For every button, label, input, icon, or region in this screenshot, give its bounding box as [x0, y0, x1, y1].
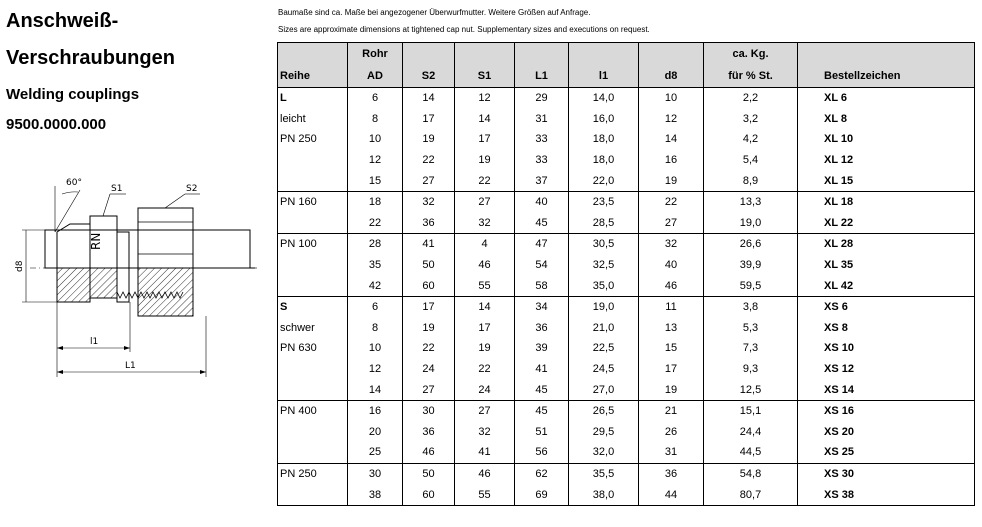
- header-l1: l1: [569, 65, 639, 88]
- cell-reihe: schwer: [278, 318, 348, 339]
- cell-L1: 33: [515, 129, 569, 150]
- cell-s1: 12: [455, 88, 515, 109]
- cell-s2: 27: [403, 170, 455, 191]
- cell-d8: 19: [639, 170, 704, 191]
- cell-l1: 23,5: [569, 191, 639, 212]
- cell-ad: 20: [348, 422, 403, 443]
- cell-ad: 35: [348, 255, 403, 276]
- cell-order-code: XS 16: [798, 400, 975, 421]
- table-header-top: [278, 43, 975, 66]
- table-header: [278, 65, 975, 88]
- table-row: [278, 234, 975, 255]
- cell-d8: 14: [639, 129, 704, 150]
- table-row: [278, 400, 975, 421]
- cell-reihe: PN 250: [278, 129, 348, 150]
- cell-l1: 29,5: [569, 422, 639, 443]
- table-row: [278, 442, 975, 463]
- cell-ad: 15: [348, 170, 403, 191]
- table-row: [278, 150, 975, 171]
- cell-s1: 17: [455, 318, 515, 339]
- cell-s2: 36: [403, 422, 455, 443]
- angle-label: 60°: [66, 178, 82, 188]
- cell-ad: 12: [348, 150, 403, 171]
- cell-s2: 60: [403, 484, 455, 505]
- cell-d8: 17: [639, 359, 704, 380]
- cell-weight: 7,3: [704, 338, 798, 359]
- cell-l1: 22,5: [569, 338, 639, 359]
- cell-reihe: L: [278, 88, 348, 109]
- cell-d8: 21: [639, 400, 704, 421]
- cell-reihe: [278, 170, 348, 191]
- cell-l1: 18,0: [569, 150, 639, 171]
- cell-order-code: XL 28: [798, 234, 975, 255]
- cell-ad: 30: [348, 463, 403, 484]
- cell-order-code: XS 14: [798, 379, 975, 400]
- table-row: [278, 191, 975, 212]
- cell-order-code: XL 42: [798, 275, 975, 296]
- table-row: [278, 88, 975, 109]
- cell-L1: 39: [515, 338, 569, 359]
- cell-ad: 18: [348, 191, 403, 212]
- s1-label: S1: [111, 184, 123, 194]
- cell-ad: 42: [348, 275, 403, 296]
- cell-weight: 3,8: [704, 296, 798, 317]
- cell-ad: 14: [348, 379, 403, 400]
- cell-weight: 39,9: [704, 255, 798, 276]
- header-rohr: Rohr: [348, 43, 403, 66]
- cell-ad: 6: [348, 296, 403, 317]
- cell-s1: 19: [455, 338, 515, 359]
- header-reihe: Reihe: [278, 65, 348, 88]
- cell-l1: 35,0: [569, 275, 639, 296]
- cell-L1: 41: [515, 359, 569, 380]
- s2-label: S2: [186, 184, 198, 194]
- cell-l1: 28,5: [569, 213, 639, 234]
- table-row: [278, 484, 975, 505]
- cell-s1: 46: [455, 255, 515, 276]
- cell-order-code: XL 8: [798, 109, 975, 130]
- cell-l1: 19,0: [569, 296, 639, 317]
- cell-reihe: PN 400: [278, 400, 348, 421]
- cell-weight: 59,5: [704, 275, 798, 296]
- cell-ad: 38: [348, 484, 403, 505]
- cell-s2: 27: [403, 379, 455, 400]
- cell-L1: 51: [515, 422, 569, 443]
- cell-ad: 10: [348, 129, 403, 150]
- cell-reihe: PN 630: [278, 338, 348, 359]
- l1-label: l1: [90, 337, 99, 347]
- table-row: [278, 359, 975, 380]
- cell-L1: 69: [515, 484, 569, 505]
- cell-order-code: XL 35: [798, 255, 975, 276]
- cell-reihe: [278, 442, 348, 463]
- cell-L1: 34: [515, 296, 569, 317]
- cell-l1: 38,0: [569, 484, 639, 505]
- cell-order-code: XS 10: [798, 338, 975, 359]
- cell-weight: 19,0: [704, 213, 798, 234]
- cell-L1: 56: [515, 442, 569, 463]
- table-row: [278, 318, 975, 339]
- coupling-drawing: [10, 172, 260, 387]
- cell-reihe: PN 250: [278, 463, 348, 484]
- table-row: [278, 296, 975, 317]
- cell-ad: 8: [348, 318, 403, 339]
- cell-order-code: XL 22: [798, 213, 975, 234]
- cell-d8: 32: [639, 234, 704, 255]
- cell-weight: 5,4: [704, 150, 798, 171]
- cell-order-code: XS 20: [798, 422, 975, 443]
- cell-reihe: [278, 255, 348, 276]
- cell-order-code: XS 25: [798, 442, 975, 463]
- table-row: [278, 275, 975, 296]
- cell-ad: 25: [348, 442, 403, 463]
- cell-s1: 22: [455, 170, 515, 191]
- cell-order-code: XL 15: [798, 170, 975, 191]
- cell-l1: 22,0: [569, 170, 639, 191]
- cell-s2: 22: [403, 150, 455, 171]
- page-subtitle: Welding couplings: [6, 86, 140, 103]
- cell-l1: 21,0: [569, 318, 639, 339]
- article-number: 9500.0000.000: [6, 116, 107, 133]
- cell-l1: 27,0: [569, 379, 639, 400]
- cell-s1: 19: [455, 150, 515, 171]
- cell-s1: 22: [455, 359, 515, 380]
- cell-weight: 9,3: [704, 359, 798, 380]
- cell-s2: 50: [403, 255, 455, 276]
- cell-s2: 41: [403, 234, 455, 255]
- cell-d8: 15: [639, 338, 704, 359]
- cell-weight: 8,9: [704, 170, 798, 191]
- cell-s2: 32: [403, 191, 455, 212]
- cell-weight: 24,4: [704, 422, 798, 443]
- cell-d8: 16: [639, 150, 704, 171]
- cell-s1: 24: [455, 379, 515, 400]
- cell-d8: 44: [639, 484, 704, 505]
- cell-reihe: [278, 359, 348, 380]
- note-english: Sizes are approximate dimensions at tightened cap nut. Supplementary sizes and executions on request.: [278, 25, 650, 34]
- cell-s1: 55: [455, 275, 515, 296]
- cell-d8: 27: [639, 213, 704, 234]
- dimensions-table: [277, 42, 975, 506]
- cell-order-code: XS 38: [798, 484, 975, 505]
- cell-weight: 3,2: [704, 109, 798, 130]
- header-s1: S1: [455, 65, 515, 88]
- cell-l1: 18,0: [569, 129, 639, 150]
- cell-s1: 14: [455, 109, 515, 130]
- cell-L1: 45: [515, 213, 569, 234]
- cell-order-code: XS 8: [798, 318, 975, 339]
- cell-weight: 13,3: [704, 191, 798, 212]
- table-row: [278, 379, 975, 400]
- cell-d8: 40: [639, 255, 704, 276]
- cell-order-code: XL 12: [798, 150, 975, 171]
- cell-d8: 12: [639, 109, 704, 130]
- cell-l1: 16,0: [569, 109, 639, 130]
- cell-weight: 4,2: [704, 129, 798, 150]
- cell-L1: 40: [515, 191, 569, 212]
- cell-L1: 45: [515, 400, 569, 421]
- cell-s2: 17: [403, 296, 455, 317]
- header-ad: AD: [348, 65, 403, 88]
- cell-s1: 27: [455, 191, 515, 212]
- cell-s2: 22: [403, 338, 455, 359]
- table-row: [278, 170, 975, 191]
- cell-order-code: XL 10: [798, 129, 975, 150]
- cell-d8: 13: [639, 318, 704, 339]
- cell-reihe: [278, 150, 348, 171]
- cell-s1: 32: [455, 213, 515, 234]
- cell-l1: 32,5: [569, 255, 639, 276]
- cell-L1: 58: [515, 275, 569, 296]
- cell-s2: 24: [403, 359, 455, 380]
- cell-L1: 54: [515, 255, 569, 276]
- cell-reihe: PN 160: [278, 191, 348, 212]
- header-L1: L1: [515, 65, 569, 88]
- cell-weight: 5,3: [704, 318, 798, 339]
- note-german: Baumaße sind ca. Maße bei angezogener Überwurfmutter. Weitere Größen auf Anfrage.: [278, 8, 591, 17]
- cell-s1: 17: [455, 129, 515, 150]
- header-s2: S2: [403, 65, 455, 88]
- table-row: [278, 109, 975, 130]
- cell-s1: 55: [455, 484, 515, 505]
- header-d8: d8: [639, 65, 704, 88]
- cell-weight: 44,5: [704, 442, 798, 463]
- table-row: [278, 338, 975, 359]
- cell-s2: 17: [403, 109, 455, 130]
- cell-L1: 36: [515, 318, 569, 339]
- cell-reihe: leicht: [278, 109, 348, 130]
- cell-weight: 80,7: [704, 484, 798, 505]
- table-row: [278, 129, 975, 150]
- cell-L1: 47: [515, 234, 569, 255]
- cell-s1: 46: [455, 463, 515, 484]
- cell-d8: 10: [639, 88, 704, 109]
- cell-L1: 37: [515, 170, 569, 191]
- cell-s1: 27: [455, 400, 515, 421]
- cell-L1: 31: [515, 109, 569, 130]
- cell-weight: 15,1: [704, 400, 798, 421]
- L1-label: L1: [125, 361, 136, 371]
- cell-weight: 54,8: [704, 463, 798, 484]
- cell-s2: 14: [403, 88, 455, 109]
- cell-l1: 26,5: [569, 400, 639, 421]
- cell-d8: 11: [639, 296, 704, 317]
- cell-reihe: S: [278, 296, 348, 317]
- cell-order-code: XS 6: [798, 296, 975, 317]
- header-kg: ca. Kg.: [704, 43, 798, 66]
- cell-s1: 14: [455, 296, 515, 317]
- cell-order-code: XL 6: [798, 88, 975, 109]
- table-row: [278, 422, 975, 443]
- cell-ad: 6: [348, 88, 403, 109]
- d8-label: d8: [15, 260, 25, 272]
- cell-s2: 19: [403, 318, 455, 339]
- cell-reihe: [278, 379, 348, 400]
- cell-s2: 50: [403, 463, 455, 484]
- cell-reihe: [278, 213, 348, 234]
- cell-s2: 19: [403, 129, 455, 150]
- cell-ad: 28: [348, 234, 403, 255]
- cell-d8: 46: [639, 275, 704, 296]
- page-title-line2: Verschraubungen: [6, 47, 175, 69]
- cell-weight: 26,6: [704, 234, 798, 255]
- header-weight: für % St.: [704, 65, 798, 88]
- cell-reihe: [278, 484, 348, 505]
- cell-l1: 30,5: [569, 234, 639, 255]
- cell-weight: 12,5: [704, 379, 798, 400]
- cell-reihe: PN 100: [278, 234, 348, 255]
- cell-order-code: XS 30: [798, 463, 975, 484]
- cell-ad: 8: [348, 109, 403, 130]
- cell-ad: 12: [348, 359, 403, 380]
- cell-d8: 36: [639, 463, 704, 484]
- cell-d8: 22: [639, 191, 704, 212]
- cell-l1: 35,5: [569, 463, 639, 484]
- page-title-line1: Anschweiß-: [6, 10, 119, 32]
- cell-s1: 41: [455, 442, 515, 463]
- cell-l1: 32,0: [569, 442, 639, 463]
- cell-l1: 14,0: [569, 88, 639, 109]
- cell-ad: 22: [348, 213, 403, 234]
- cell-d8: 19: [639, 379, 704, 400]
- cell-reihe: [278, 275, 348, 296]
- cell-s2: 30: [403, 400, 455, 421]
- cell-s2: 46: [403, 442, 455, 463]
- header-order-code: Bestellzeichen: [798, 65, 975, 88]
- cell-weight: 2,2: [704, 88, 798, 109]
- cell-s2: 60: [403, 275, 455, 296]
- table-row: [278, 213, 975, 234]
- cell-s1: 32: [455, 422, 515, 443]
- cell-l1: 24,5: [569, 359, 639, 380]
- cell-reihe: [278, 422, 348, 443]
- cell-order-code: XL 18: [798, 191, 975, 212]
- cell-L1: 29: [515, 88, 569, 109]
- cell-s1: 4: [455, 234, 515, 255]
- cell-L1: 45: [515, 379, 569, 400]
- cell-L1: 33: [515, 150, 569, 171]
- cell-ad: 16: [348, 400, 403, 421]
- table-row: [278, 463, 975, 484]
- cell-order-code: XS 12: [798, 359, 975, 380]
- cell-d8: 31: [639, 442, 704, 463]
- cell-d8: 26: [639, 422, 704, 443]
- cell-L1: 62: [515, 463, 569, 484]
- cell-s2: 36: [403, 213, 455, 234]
- cell-ad: 10: [348, 338, 403, 359]
- marking-label: RN: [89, 232, 103, 250]
- table-row: [278, 255, 975, 276]
